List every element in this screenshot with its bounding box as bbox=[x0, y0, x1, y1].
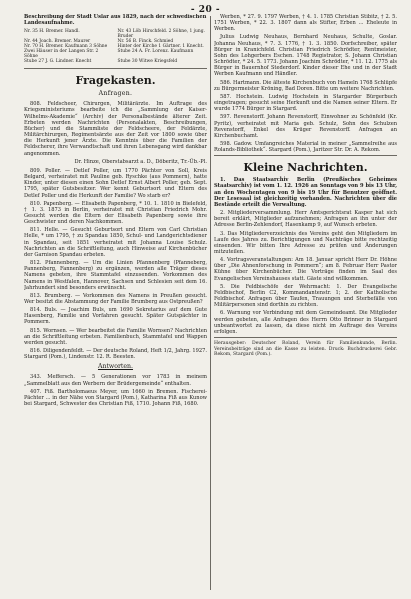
news-item: 6. Warnung vor Verbindung mit dem Gemeindeamt. Die Mitglieder werden gebeten, alle Anfragen des Herrn Otto Brinner in Stargard unbeantwortet zu lassen, da diese nicht im Auftrage des Vereins erfolgen. bbox=[214, 310, 397, 335]
query-paragraph: 813. Brumberg. — Vorkommen des Namens in Preußen gesucht. Wer besitzt die Abstammung der Familie Brumberg aus Ostpreußen? bbox=[24, 292, 207, 305]
answer-paragraph: 343. Meffersch. — 5 Generationen vor 1783 in meinem „Sammelblatt aus den Werbern der Brüdergemeinde“ enthalten. bbox=[24, 374, 207, 387]
query-paragraph: 814. Buls. — Joachim Buls, um 1690 Sekretarius auf dem Gute Hasenberg, Familie und Vorfahren gesucht. Später Gutspächter in Pommern. bbox=[24, 307, 207, 326]
register-heading: Beschreibung der Stadt Uslar aus 1829, nach der schwedischen Landesaufnahme. bbox=[24, 14, 207, 27]
register-entry: Hinter der Kirche 1 Gärtner. 1 Knecht. bbox=[117, 44, 204, 50]
register-table bbox=[24, 29, 207, 64]
answer-paragraph: 598. Gadow. Umfangreiches Material in meiner „Sammelreihe aus Rolands-Bibliothek“. Stargard (Pom.), Jaritzer Str. Dr. A. Rekom. bbox=[214, 140, 397, 154]
query-paragraph: 810. Papenberg. — Elisabeth Papenberg, * 10. 1. 1810 in Bielefeld, † 1. 3. 1873 in Berlin, verheiratet mit Christian Friedrich Mohr. Gesucht werden die Eltern der Elisabeth Papenberg sowie ihre Geschwister und deren Nachkommen. bbox=[24, 200, 207, 226]
left-column bbox=[24, 14, 207, 592]
right-column bbox=[214, 14, 397, 592]
register-entry: Stube 24 A. Fr. Lorenz. Kaufmann bbox=[117, 49, 194, 55]
news-item: 3. Das Mitgliederverzeichnis des Vereins geht den Mitgliedern im Laufe des Jahres zu. Berichtigungen und Nachträge bitte rechtzeitig einsenden. Wir bitten Ihre Adresse zu prüfen und Änderungen mitzuteilen. bbox=[214, 230, 397, 255]
query-paragraph: 812. Pfannenberg. — Um die Linien Pfannenberg (Pfanneberg, Pannenberg, Fannenberg) zu ergänzen, werden alle Träger dieses Namens gebeten, ihre Stammtafel einzusenden. Vorkommen des Namens in Westfalen, Hannover, Sachsen und Schlesien seit dem 16. Jahrhundert sind besonders erwünscht. bbox=[24, 260, 207, 291]
register-entry: Nr. 44 Joach. Bremer. Maurer bbox=[24, 39, 91, 45]
answer-paragraph: Julius Ludwig Neuhaus, Bernhard Neuhaus, Schulte, Goslar. Johanna Neuhaus, * 7. 3. 1776, † 1. 3. 1850. Dorfschreiber, später Bürger in Kranichfeld. Christian Friedrich Schrödter, Rentmeister, Sohn des Lohgerbers Eschen. 1748 Registrator, S. Johann Christian Schrödter, * 24. 5. 1773. Johann Joachim Schrödter, * 11. 12. 1775 als Bürger in Bauernhof Stederdorf. Kinder dieser Ehe und in der Stadt Werben Kaufmann und Händler. bbox=[214, 34, 397, 78]
query-paragraph: 808. Feldscheer, Chirurgen, Militärärzte. Im Auftrage des Kriegsministeriums bearbeite ich die „Sammlung der Kaiser-Wilhelms-Akademie“ (Archiv) der Personalbestände älterer Zeit. Erbeten werden Nachrichten (Personalakten, Beschreibungen, Bücher) und die Stammliste der Feldscheere, der Feldärzte, Militärchirurgen, Regimentsärzte aus der Zeit vor 1800 sowie über die Herkunft jener Ärzte. Die Kenntnis über die Familien der Feldscherer, ihre Verwandtschaft und ihren Lebensgang wird dankbar angenommen. bbox=[24, 101, 207, 157]
register-entry: Zwei Häuser in der Langen Str. 2 Söhne bbox=[24, 49, 99, 60]
news-item: 1. Das Staatsarchiv Berlin (Preußisches Geheimes Staatsarchiv) ist vom 1. 12. 1926 an Sonntags von 9 bis 13 Uhr, an den Wochentagen von 9 bis 19 Uhr für Benutzer geöffnet. Der Lesesaal ist gleichzeitig vorhanden. Nachrichten über die Bestände erteilt die Verwaltung. bbox=[214, 177, 397, 208]
query-paragraph: 809. Poller. — Detlef Poller, um 1770 Pächter von Soll, Kreis Belgard, verheiratet mit Pauline geb. Ryschke (aus Pommern), hatte Kinder, unter diesen einen Sohn Detlef Ernst Albert Poller, geb. Sept. 1795, später Gutsbesitzer. Wer kennt Geburtsort und Eltern des Detlef Poller und die Herkunft der Familie? Wo starb er? bbox=[24, 167, 207, 199]
news-item: 5. Die Feldbischöfe der Wehrmacht: 1. Der Evangelische Feldbischof, Berlin C2, Kommandantenstr. 1; 2. der Katholische Feldbischof. Anfragen über Taufen, Trauungen und Sterbefälle von Militärpersonen sind dorthin zu richten. bbox=[214, 283, 397, 309]
page-number: - 20 - bbox=[190, 5, 221, 15]
publisher-footer: Herausgeber: Deutscher Roland, Verein für Familienkunde, Berlin. Vereinsbeiträge sind an die Kasse zu leisten. Druck: Buchdruckerei Gebr. Rekom, Stargard (Pom.). bbox=[214, 341, 397, 358]
section-divider bbox=[24, 68, 207, 69]
register-entry: Nr. 56 B. Finck. Schmied bbox=[117, 39, 174, 45]
answer-paragraph: Werben, * 27. 9. 1797 Werben, † 4. 1. 1785 Christian Stibitz, † 2. 5. 1751 Werben, * 22. 3. 1807 dann als Stifter, Erben ... Eheleute in Werben. bbox=[214, 14, 397, 33]
fragekasten-title: Fragekasten. bbox=[75, 74, 156, 88]
answer-paragraph: 407. Fiß. Bartholomaeus Meyer, um 1660 in Bremen. Fischerei-Pächter ... in der Nähe von Stargard (Pom.), Katharina Fiß aus Kunow bei Stargard, Schwester des Christian Fiß, 1710. Johann Fiß, 1680. bbox=[24, 388, 207, 408]
register-entry: Nr. 35 H. Bremer. Handl. bbox=[24, 29, 80, 35]
register-entry: Stube 30 Witwe Kriegsfeld bbox=[117, 59, 178, 65]
news-item: 4. Vortragsveranstaltungen: Am 18. Januar spricht Herr Dr. Höhne über „Die Ahnenforschung in Pommern“; am 8. Februar Herr Pastor Kühne über Kirchenbücher. Die Vorträge finden im Saal des Evangelischen Vereinshauses statt. Gäste sind willkommen. bbox=[214, 257, 397, 282]
answer-paragraph: 597. Revenstorff. Johann Revenstorff, Einwohner zu Schönfeld (Kr. Pyritz), verheiratet mit Maria geb. Schulz, Sohn des Schulzen Revenstorff, Enkel des Krüger Revenstorff. Anfragen an Kirchenbuchamt. bbox=[214, 114, 397, 139]
footer-divider bbox=[214, 337, 397, 338]
register-entry: Nr. 43 Löb Hirschfeld. 2 Söhne, 1 jung. Bruder bbox=[117, 29, 205, 40]
register-entry: Nr. 70 H. Bremer. Kaufmann 3 Söhne bbox=[24, 44, 108, 50]
section-divider bbox=[214, 155, 397, 156]
query-paragraph: 811. Helle. — Gesucht Geburtsort und Eltern von Carl Christian Helle, * um 1795, † zu Spandau 1850, Schul- und Landgerichtsdiener in Spandau, seit 1851 verheiratet mit Johanna Louise Schulz. Nachrichten an die Schriftleitung, auch Hinweise auf Kirchenbücher der Garnison Spandau erbeten. bbox=[24, 227, 207, 258]
anfragen-title: Anfragen. bbox=[98, 90, 133, 98]
query-paragraph: 815. Wornsen. — Wer bearbeitet die Familie Wornsen? Nachrichten an die Schriftleitung erbeten. Familienbuch, Stammtafel und Wappen werden gesucht. bbox=[24, 327, 207, 346]
query-signature: Dr. Hinze, Oberstabsarzt a. D., Döberitz, Tr.-Üb.-Pl. bbox=[74, 158, 207, 165]
antworten-title: Antworten. bbox=[97, 363, 134, 371]
kleine-nachrichten-title: Kleine Nachrichten. bbox=[243, 161, 368, 175]
answer-paragraph: 586. Hartmann. Die älteste Kirchenbuch von Hameln 1768 Schlüpfe zu Bürgermeister Kröning, Bad Doren. Bitte um weitere Nachrichten. bbox=[214, 79, 397, 92]
answer-paragraph: 587. Hochstein. Ludwig Hochstein in Stargarder Bürgerbuch eingetragen; gesucht seine Herkunft und die Namen seiner Eltern. Er wurde 1774 Bürger in Stargard. bbox=[214, 93, 397, 113]
register-entry: Stube 27 J. G. Lindner. Knecht bbox=[24, 59, 92, 65]
news-item: 2. Mitgliederversammlung. Herr Amtsgerichtsrat Kasper hat sich bereit erklärt, Mitglieder aufzunehmen; Anfragen an ihn unter der Adresse Berlin-Zehlendorf, Hasenkamp 9, auf Wunsch erbeten. bbox=[214, 210, 397, 229]
column-divider bbox=[210, 16, 211, 590]
query-paragraph: 816. Diligendenfeldt. — Der deutsche Roland, Heft 1/2, Jahrg. 1927. Stargard (Pom.), Lindenstr. 12. R. Beesten. bbox=[24, 348, 207, 361]
